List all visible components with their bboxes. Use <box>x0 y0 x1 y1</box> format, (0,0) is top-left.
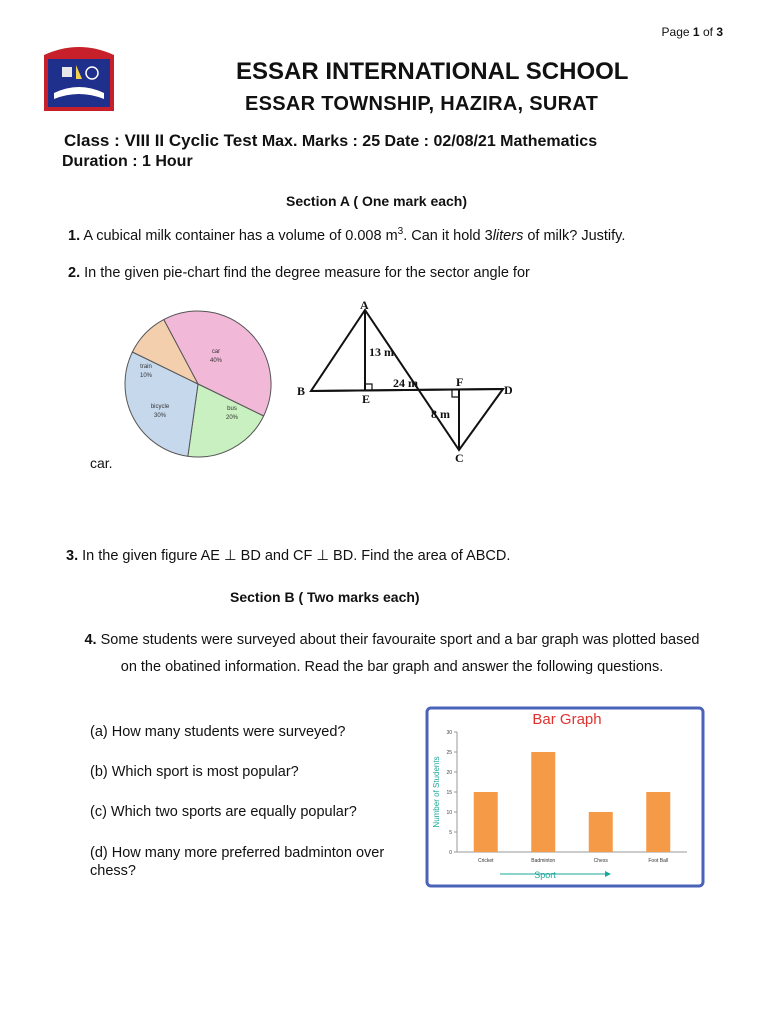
label-a: A <box>360 298 369 312</box>
question-4b: (b) Which sport is most popular? <box>90 764 299 780</box>
pie-label-bus: bus <box>227 406 237 412</box>
exam-duration: Duration : 1 Hour <box>62 153 193 170</box>
pie-chart <box>120 310 280 460</box>
question-2-answer-word: car. <box>90 455 113 471</box>
dim-ae: 13 m <box>369 345 394 359</box>
question-2: 2. In the given pie-chart find the degree measure for the sector angle for <box>68 265 530 281</box>
pie-label-train: train <box>140 364 152 370</box>
x-tick-label: Badminton <box>531 858 556 864</box>
y-tick-label: 5 <box>449 830 452 836</box>
y-tick-label: 30 <box>446 730 452 736</box>
question-1: 1. A cubical milk container has a volume of 0.008 $m^3$. Can it hold 3liters of milk? Justify. <box>68 226 626 244</box>
label-e: E <box>362 392 371 406</box>
y-tick-label: 20 <box>446 770 452 776</box>
bar-graph <box>425 706 705 888</box>
y-tick-label: 0 <box>449 850 452 856</box>
pie-pct-bus: 20% <box>225 415 239 421</box>
exam-meta: Max. Marks : 25 Date : 02/08/21 Mathematics <box>257 133 598 150</box>
school-logo <box>40 45 118 115</box>
question-4: 4. Some students were surveyed about their favouraite sport and a bar graph was plotted based on the obatined information. Read the bar graph and answer the following questions. <box>84 632 700 675</box>
label-f: F <box>456 375 464 389</box>
bar-badminton <box>531 752 555 852</box>
page-number: Page 1 of 3 <box>661 25 723 39</box>
x-axis-label: Sport <box>534 870 556 880</box>
label-c: C <box>455 451 464 465</box>
y-axis-label: Number of Students <box>432 756 441 828</box>
y-tick-label: 10 <box>446 810 452 816</box>
x-tick-label: Foot Ball <box>648 858 669 864</box>
pie-pct-train: 10% <box>139 373 153 379</box>
x-tick-label: Cricket <box>477 858 494 864</box>
bar-chess <box>589 812 613 852</box>
class-label: Class : VIII II Cyclic Test <box>64 131 258 150</box>
quadrilateral-figure <box>293 298 523 468</box>
x-tick-label: Chess <box>593 858 608 864</box>
pie-pct-bicycle: 30% <box>153 413 167 419</box>
question-4c: (c) Which two sports are equally popular? <box>90 804 357 820</box>
dim-ef: 24 m <box>393 376 418 390</box>
pie-label-car: car <box>211 349 221 355</box>
section-a-title: Section A ( One mark each) <box>286 193 468 209</box>
y-tick-label: 25 <box>446 750 452 756</box>
pie-pct-car: 40% <box>209 358 223 364</box>
label-b: B <box>297 384 306 398</box>
bar-foot-ball <box>646 792 670 852</box>
bar-cricket <box>474 792 498 852</box>
y-tick-label: 15 <box>446 790 452 796</box>
label-d: D <box>504 383 513 397</box>
dim-cf: 8 m <box>431 407 450 421</box>
question-4a: (a) How many students were surveyed? <box>90 724 346 740</box>
question-3: 3. In the given figure AE ⊥ BD and CF ⊥ BD. Find the area of ABCD. <box>66 548 511 564</box>
bar-graph-title: Bar Graph <box>532 711 602 728</box>
school-name: ESSAR INTERNATIONAL SCHOOL <box>236 58 629 85</box>
exam-details <box>64 131 597 151</box>
school-address: ESSAR TOWNSHIP, HAZIRA, SURAT <box>245 93 599 115</box>
question-4d: (d) How many more preferred badminton over chess? <box>90 845 385 879</box>
section-b-title: Section B ( Two marks each) <box>230 589 420 605</box>
pie-label-bicycle: bicycle <box>150 404 170 410</box>
